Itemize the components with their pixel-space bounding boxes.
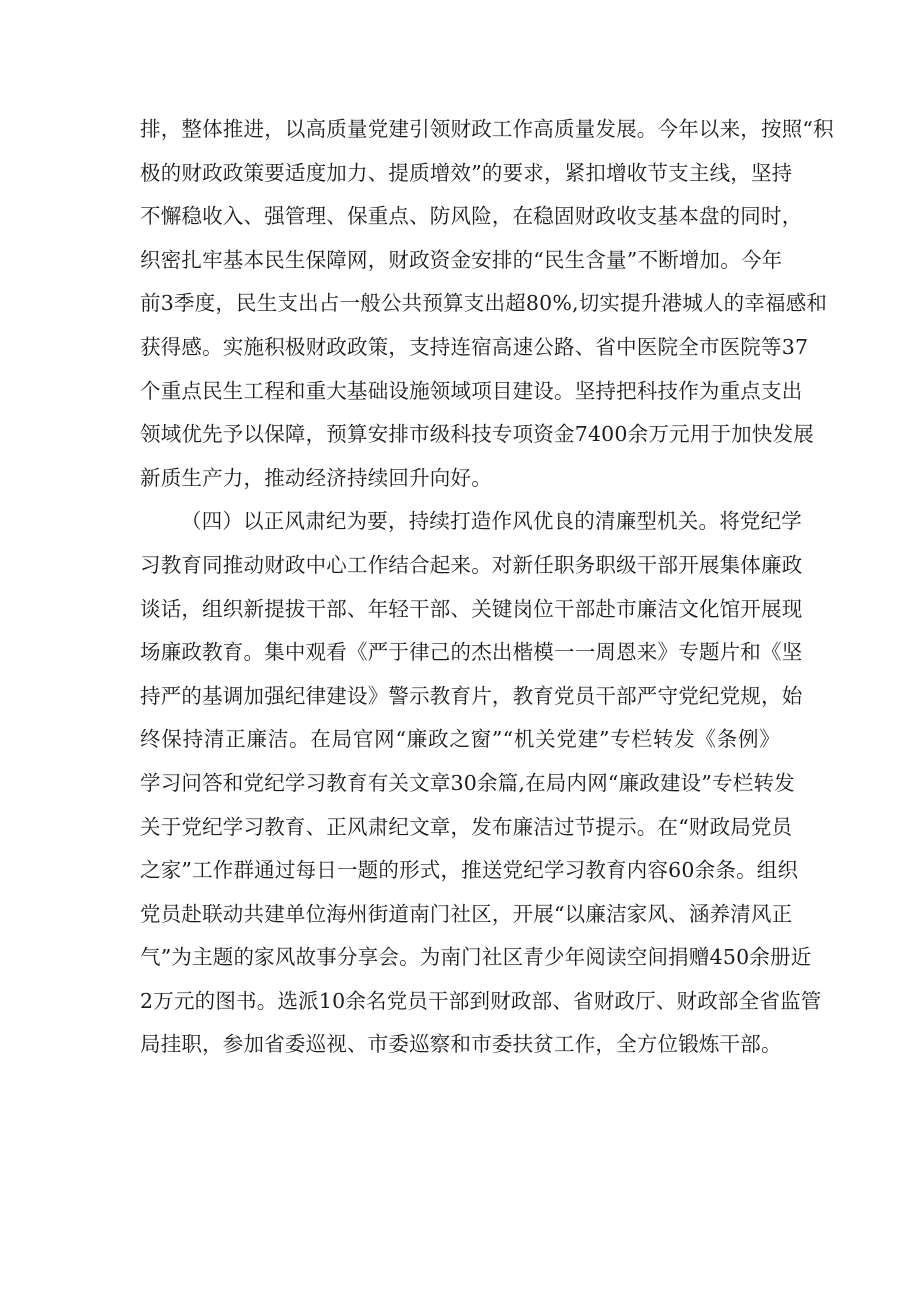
paragraph-integrity-section — [140, 500, 822, 1067]
text-line: 学习问答和党纪学习教育有关文章30余篇,在局内网“廉政建设”专栏转发 — [140, 770, 795, 795]
text-line: 个重点民生工程和重大基础设施领域项目建设。坚持把科技作为重点支出 — [140, 378, 803, 403]
text-line: 领域优先予以保障，预算安排市级科技专项资金7400余万元用于加快发展 — [140, 422, 814, 447]
text-line: 获得感。实施积极财政政策，支持连宿高速公路、省中医院全市医院等37 — [140, 334, 809, 359]
text-line: 织密扎牢基本民生保障网，财政资金安排的“民生含量”不断增加。今年 — [140, 247, 783, 272]
text-line: 终保持清正廉洁。在局官网“廉政之窗”“机关党建”专栏转发《条例》 — [140, 727, 780, 752]
text-line: 前3季度，民生支出占一般公共预算支出超80%,切实提升港城人的幸福感和 — [140, 291, 828, 316]
section-heading-line: （四）以正风肃纪为要，持续打造作风优良的清廉型机关。将党纪学 — [181, 509, 802, 534]
text-line: 2万元的图书。选派10余名党员干部到财政部、省财政厅、财政部全省监管 — [140, 988, 822, 1013]
text-line: 关于党纪学习教育、正风肃纪文章，发布廉洁过节提示。在“财政局党员 — [140, 814, 793, 839]
text-line: 之家”工作群通过每日一题的形式，推送党纪学习教育内容60余条。组织 — [140, 858, 799, 883]
text-line: 谈话，组织新提拔干部、年轻干部、关键岗位干部赴市廉洁文化馆开展现 — [140, 596, 803, 621]
text-line: 气”为主题的家风故事分享会。为南门社区青少年阅读空间捐赠450余册近 — [140, 945, 812, 970]
text-line: 不懈稳收入、强管理、保重点、防风险，在稳固财政收支基本盘的同时， — [140, 204, 803, 229]
text-line: 习教育同推动财政中心工作结合起来。对新任职务职级干部开展集体廉政 — [140, 552, 803, 577]
text-line: 新质生产力，推动经济持续回升向好。 — [140, 465, 492, 490]
document-body — [140, 108, 834, 1067]
text-line: 场廉政教育。集中观看《严于律己的杰出楷模一一周恩来》专题片和《坚 — [140, 640, 803, 665]
text-line: 持严的基调加强纪律建设》警示教育片，教育党员干部严守党纪党规，始 — [140, 683, 803, 708]
text-line: 极的财政政策要适度加力、提质增效”的要求，紧扣增收节支主线，坚持 — [140, 160, 793, 185]
text-line: 局挂职，参加省委巡视、市委巡察和市委扶贫工作，全方位锻炼干部。 — [140, 1032, 782, 1057]
paragraph-fiscal-policy — [140, 108, 834, 500]
text-line: 排，整体推进，以高质量党建引领财政工作高质量发展。今年以来，按照“积 — [140, 117, 834, 141]
text-line: 党员赴联动共建单位海州街道南门社区，开展“以廉洁家风、涵养清风正 — [140, 901, 793, 926]
